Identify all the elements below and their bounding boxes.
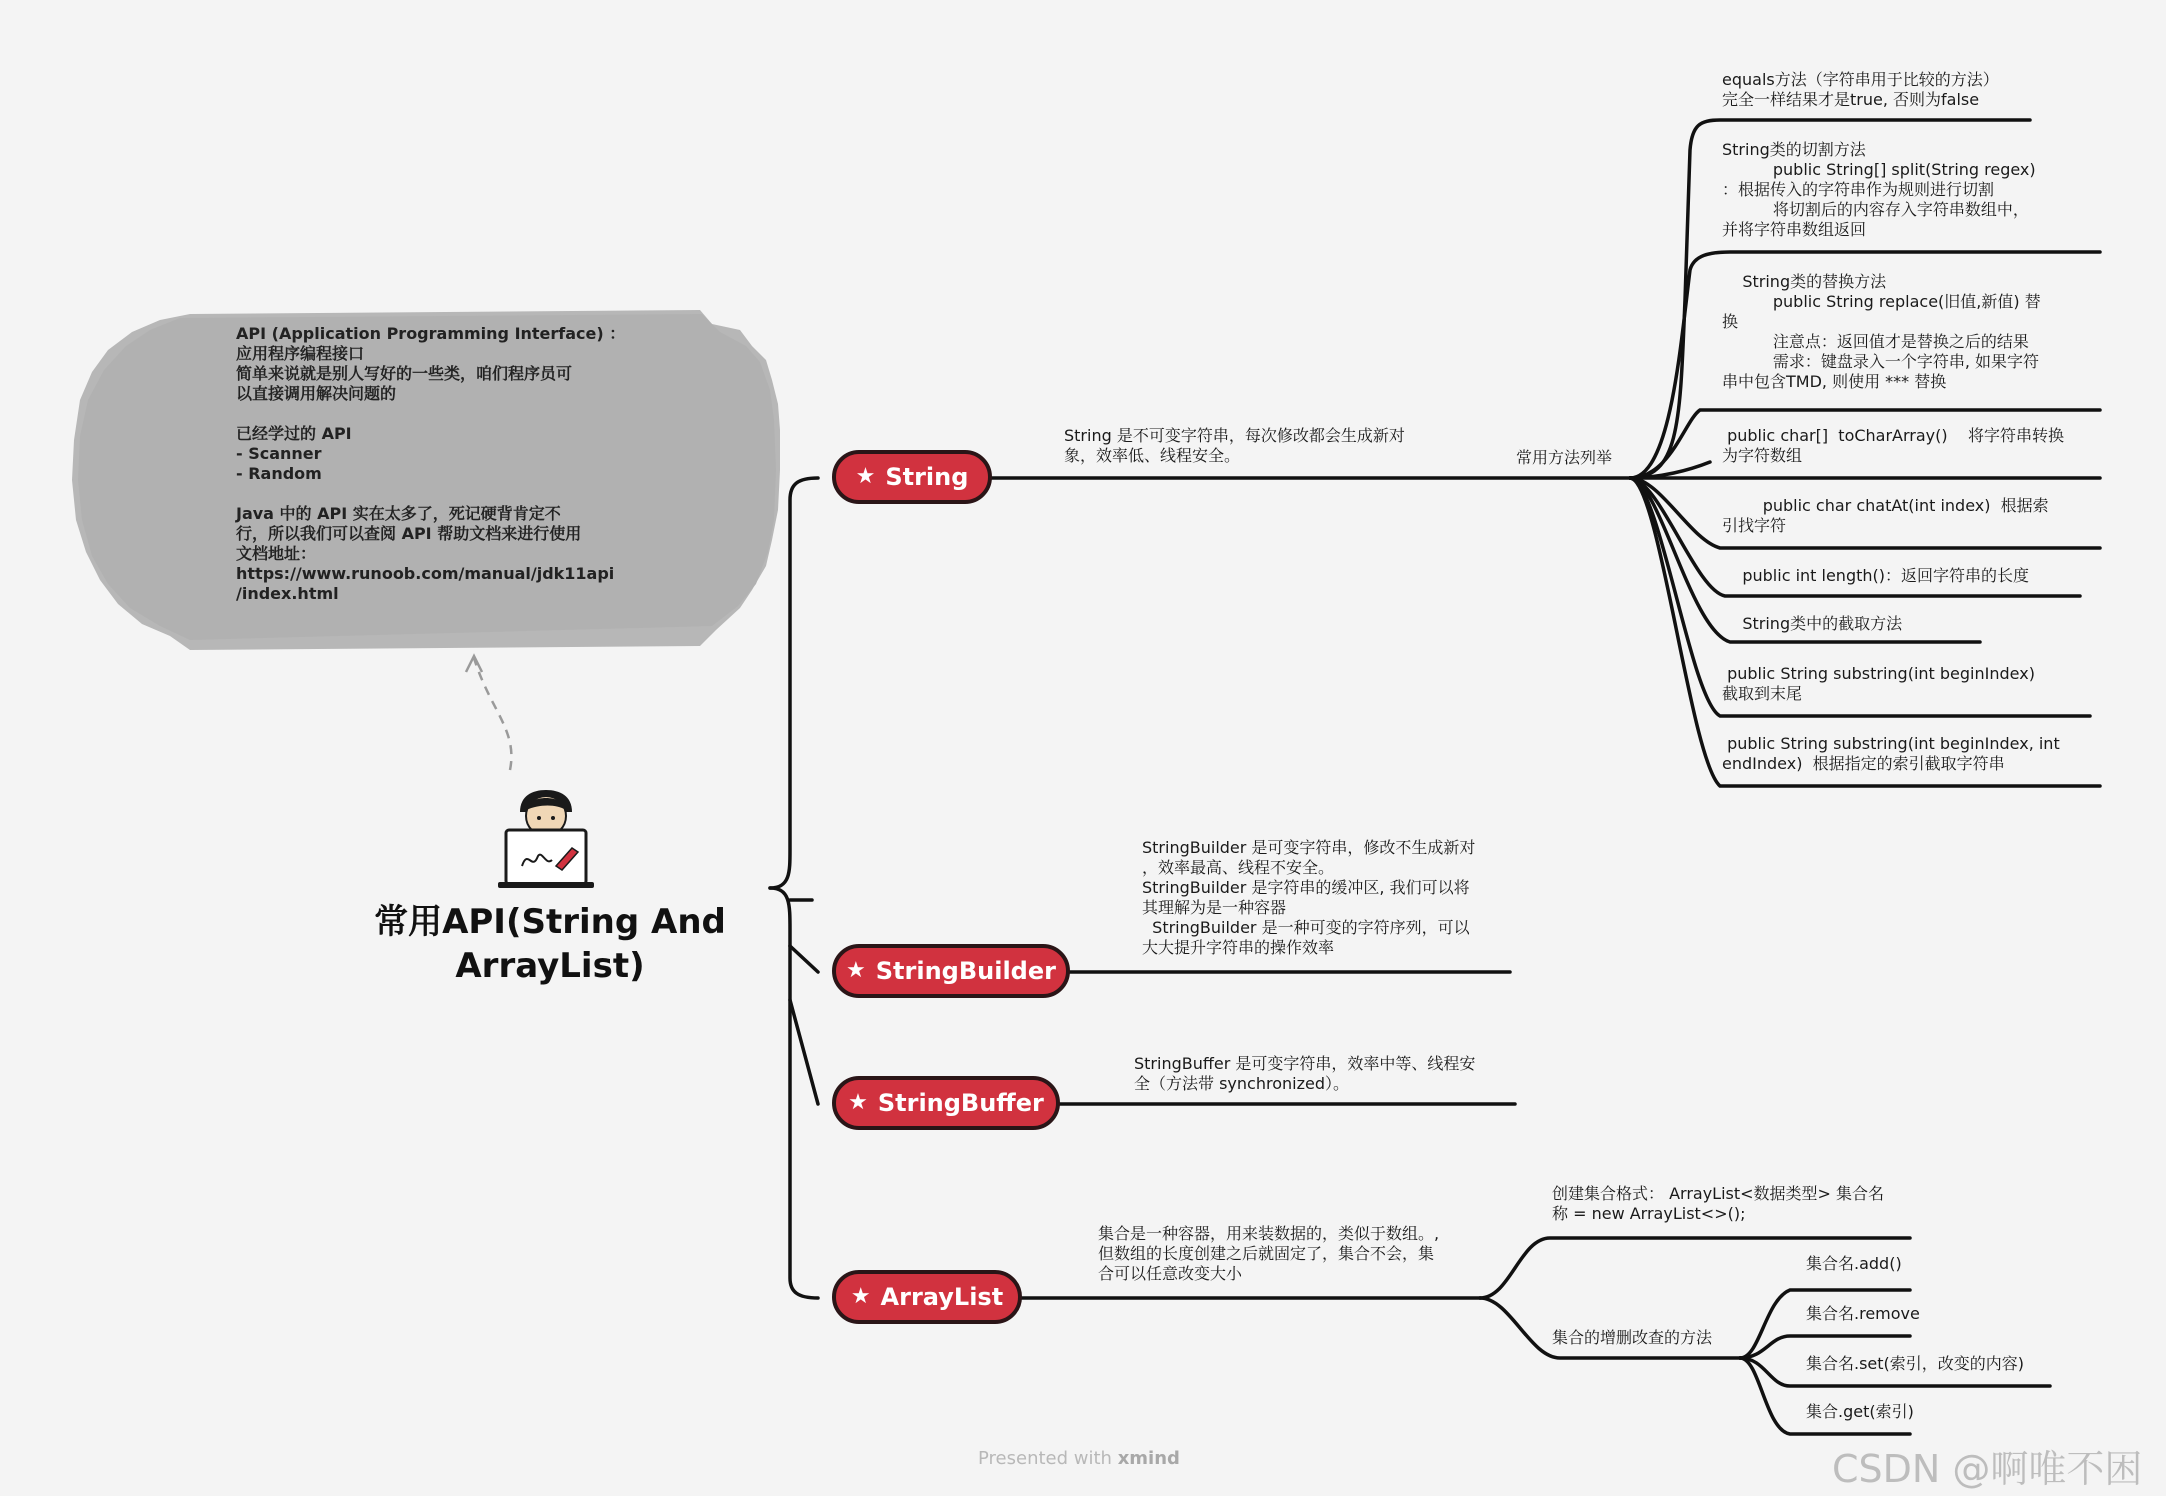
footer-text: Presented with	[978, 1448, 1112, 1469]
api-note: API (Application Programming Interface) ： 应用程序编程接口 简单来说就是别人写好的一些类，咱们程序员可 以直接调用解决问题的 已经学过的 API - Scanner - Random Java 中的 API 实在太多了，死记硬背肯定不 行，所以我们可以查阅 API 帮助文档来进行使用 文档地址： https://www.runoob.com/manual/jdk11api /index.html	[236, 324, 626, 603]
crud-item: 集合名.add()	[1806, 1254, 1902, 1273]
branch-stringbuffer[interactable]	[832, 1076, 1060, 1130]
method-item: public int length()：返回字符串的长度	[1722, 566, 2030, 585]
method-item: String类中的截取方法	[1722, 614, 1903, 633]
branch-string[interactable]	[832, 450, 992, 504]
star-icon: ★	[855, 464, 876, 489]
method-item: public char chatAt(int index) 根据索 引找字符	[1722, 496, 2049, 535]
method-item: public String substring(int beginIndex) 截取到末尾	[1722, 664, 2035, 703]
branch-arraylist[interactable]	[832, 1270, 1022, 1324]
string-desc: String 是不可变字符串，每次修改都会生成新对 象，效率低、线程安全。	[1064, 426, 1405, 465]
method-item: public String substring(int beginIndex, int endIndex) 根据指定的索引截取字符串	[1722, 734, 2060, 773]
branch-stringbuilder[interactable]	[832, 944, 1070, 998]
arraylist-create: 创建集合格式： ArrayList<数据类型> 集合名 称 = new ArrayList<>();	[1552, 1184, 1885, 1223]
method-item: equals方法（字符串用于比较的方法） 完全一样结果才是true, 否则为false	[1722, 70, 1999, 109]
crud-item: 集合.get(索引)	[1806, 1402, 1914, 1421]
arraylist-desc: 集合是一种容器，用来装数据的，类似于数组。, 但数组的长度创建之后就固定了，集合不会，集 合可以任意改变大小	[1098, 1224, 1440, 1283]
note-arrow	[466, 656, 511, 770]
branch-string-label: String	[885, 463, 969, 491]
stringbuilder-desc: StringBuilder 是可变字符串，修改不生成新对 ，效率最高、线程不安全。 StringBuilder 是字符串的缓冲区, 我们可以将 其理解为是一种容器 StringBuilder 是一种可变的字符序列，可以 大大提升字符串的操作效率	[1142, 838, 1476, 957]
presented-with-footer	[978, 1448, 1180, 1469]
xmind-brand: xmind	[1117, 1448, 1180, 1469]
branch-stringbuffer-label: StringBuffer	[877, 1089, 1044, 1117]
star-icon: ★	[850, 1284, 871, 1309]
method-item: String类的替换方法 public String replace(旧值,新值) 替 换 注意点：返回值才是替换之后的结果 需求：键盘录入一个字符串, 如果字符 串中包含TMD, 则使用 *** 替换	[1722, 272, 2041, 391]
star-icon: ★	[848, 1090, 868, 1115]
arraylist-crud-label: 集合的增删改查的方法	[1552, 1328, 1713, 1347]
csdn-watermark: CSDN @啊唯不困	[1832, 1447, 2143, 1491]
crud-item: 集合名.remove	[1806, 1304, 1920, 1323]
branch-stringbuilder-label: StringBuilder	[875, 957, 1056, 985]
root-title: 常用API(String And ArrayList)	[374, 902, 726, 986]
string-methods-label: 常用方法列举	[1516, 448, 1613, 467]
method-item: String类的切割方法 public String[] split(String regex) ：根据传入的字符串作为规则进行切割 将切割后的内容存入字符串数组中， 并将字符串数组返回	[1722, 140, 2036, 239]
stringbuffer-desc: StringBuffer 是可变字符串，效率中等、线程安 全（方法带 synchronized）。	[1134, 1054, 1476, 1093]
crud-item: 集合名.set(索引，改变的内容)	[1806, 1354, 2025, 1373]
method-item: public char[] toCharArray() 将字符串转换 为字符数组	[1722, 426, 2064, 465]
star-icon: ★	[846, 958, 866, 983]
person-laptop-icon	[498, 790, 594, 888]
branch-arraylist-label: ArrayList	[880, 1283, 1004, 1311]
